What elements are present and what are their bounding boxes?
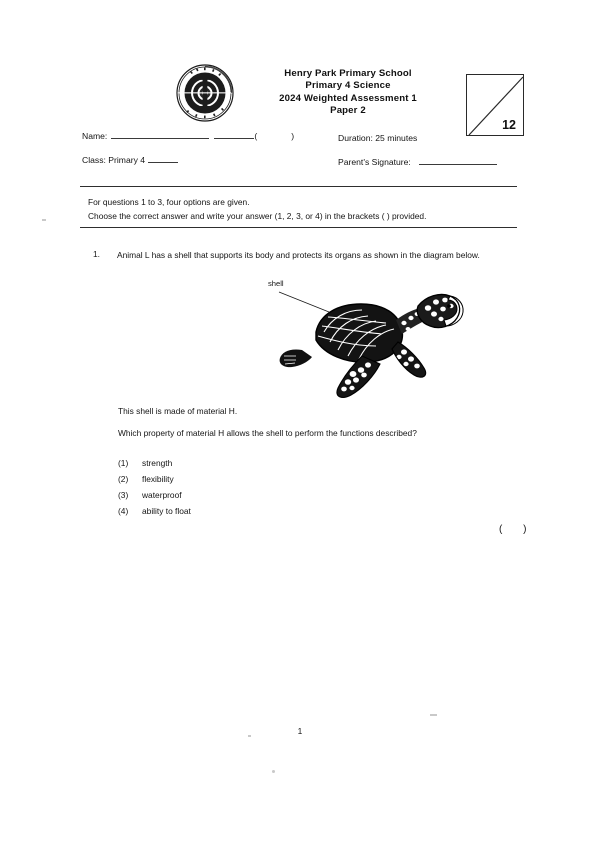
- shell-leader-line: [279, 292, 334, 314]
- answer-options-list: [118, 458, 191, 522]
- option-4[interactable]: [118, 506, 191, 522]
- instruction-line-1: For questions 1 to 3, four options are given.: [88, 197, 250, 207]
- scan-artifact: [272, 770, 275, 773]
- page-number: 1: [297, 726, 303, 736]
- option-3[interactable]: [118, 490, 191, 506]
- option-2[interactable]: [118, 474, 191, 490]
- parent-signature-line[interactable]: [419, 164, 497, 165]
- shell-label: shell: [268, 279, 284, 288]
- name-field[interactable]: [82, 131, 294, 141]
- parent-signature-field[interactable]: [338, 157, 497, 167]
- name-write-line[interactable]: [111, 138, 209, 139]
- name-paren-open: (: [254, 131, 258, 141]
- sea-turtle-figure: [258, 276, 473, 401]
- sea-turtle-illustration: [258, 276, 473, 401]
- total-marks-value: 12: [502, 118, 516, 132]
- scan-artifact: [430, 714, 437, 716]
- class-label: Class:: [82, 155, 106, 165]
- school-heading: [238, 68, 458, 118]
- school-name: Henry Park Primary School: [284, 68, 412, 79]
- answer-bracket[interactable]: ( ): [499, 524, 536, 535]
- divider-below-instructions: [80, 227, 517, 228]
- question-subtext-2: Which property of material H allows the shell to perform the functions described?: [118, 428, 417, 438]
- name-index-line[interactable]: [214, 138, 254, 139]
- option-1-text: strength: [142, 458, 173, 468]
- question-stem: Animal L has a shell that supports its body and protects its organs as shown in the diagram below.: [117, 250, 480, 260]
- class-write-line[interactable]: [148, 162, 178, 163]
- class-field[interactable]: [82, 155, 178, 165]
- marks-box-diagonal-line: [467, 75, 525, 137]
- option-2-text: flexibility: [142, 474, 174, 484]
- scan-artifact: [42, 219, 46, 221]
- total-marks-box: [466, 74, 524, 136]
- name-label: Name:: [82, 131, 108, 141]
- question-subtext-1: This shell is made of material H.: [118, 406, 238, 416]
- school-crest-icon: [176, 64, 234, 122]
- option-3-key: (3): [118, 490, 129, 500]
- duration-label: Duration: 25 minutes: [338, 133, 418, 143]
- paper-line: Paper 2: [330, 105, 366, 117]
- name-paren-close: ): [291, 131, 295, 141]
- option-3-text: waterproof: [142, 490, 182, 500]
- question-number: 1.: [93, 249, 100, 259]
- scan-artifact: [248, 735, 251, 737]
- option-4-key: (4): [118, 506, 129, 516]
- option-1-key: (1): [118, 458, 129, 468]
- option-4-text: ability to float: [142, 506, 191, 516]
- option-2-key: (2): [118, 474, 129, 484]
- instruction-line-2: Choose the correct answer and write your answer (1, 2, 3, or 4) in the brackets ( ) provided.: [88, 211, 427, 221]
- instructions-block: [88, 195, 426, 223]
- divider-above-instructions: [80, 186, 517, 187]
- parent-signature-label: Parent's Signature:: [338, 157, 411, 167]
- class-value: Primary 4: [108, 155, 146, 165]
- subject-line: Primary 4 Science: [305, 80, 391, 92]
- option-1[interactable]: [118, 458, 191, 474]
- assessment-line: 2024 Weighted Assessment 1: [279, 92, 417, 104]
